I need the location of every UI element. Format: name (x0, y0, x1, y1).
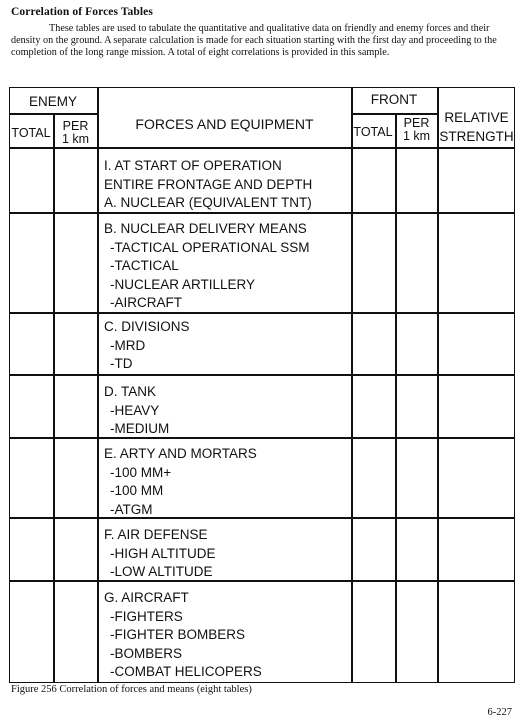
page-number: 6-227 (487, 707, 512, 718)
row-start-of-operation (104, 157, 351, 213)
row-item: -TACTICAL (110, 258, 179, 273)
row-line: I. AT START OF OPERATION (104, 158, 282, 173)
row-item: -HIGH ALTITUDE (110, 545, 216, 561)
relative-label: RELATIVE (444, 110, 509, 125)
front-total-header: TOTAL (353, 125, 393, 139)
rule-front-relative (437, 87, 439, 683)
row-line: ENTIRE FRONTAGE AND DEPTH (104, 176, 313, 192)
rule-enemy-forces (97, 87, 99, 683)
row-divisions (104, 318, 351, 374)
rule-forces-front (351, 87, 353, 683)
relative-strength-header (438, 108, 515, 146)
rule-header-bottom (9, 147, 515, 149)
row-air-defense (104, 526, 351, 582)
enemy-per-km-header (54, 120, 97, 146)
rule-enemy-subheader (9, 113, 98, 115)
row-title: E. ARTY AND MORTARS (104, 446, 257, 461)
strength-label: STRENGTH (439, 129, 514, 144)
row-item: -MEDIUM (110, 421, 170, 436)
enemy-total-header: TOTAL (11, 126, 51, 140)
km-label: 1 km (61, 132, 90, 146)
row-tank (104, 383, 351, 439)
row-item: -FIGHTERS (110, 608, 183, 624)
figure-caption: Figure 256 Correlation of forces and means (eight tables) (11, 684, 252, 695)
row-title: F. AIR DEFENSE (104, 527, 208, 542)
row-divider (9, 374, 515, 376)
row-item: -AIRCRAFT (110, 295, 182, 310)
row-title: C. DIVISIONS (104, 319, 190, 334)
row-item: -NUCLEAR ARTILLERY (110, 276, 256, 292)
intro-paragraph: These tables are used to tabulate the quantitative and qualitative data on friendly and enemy forces and their density on the ground. A separate calculation is made for each situation starting with the first day and proceeding to the completion of the long range mission. A total of eight correlations is provided in this sample. (11, 23, 497, 58)
row-aircraft (104, 589, 351, 682)
enemy-header: ENEMY (28, 94, 77, 109)
row-arty-mortars (104, 445, 351, 519)
row-item: -BOMBERS (110, 645, 183, 661)
row-item: -TACTICAL OPERATIONAL SSM (110, 239, 310, 255)
document-heading: Correlation of Forces Tables (11, 6, 153, 18)
row-title: B. NUCLEAR DELIVERY MEANS (104, 221, 307, 236)
row-item: -TD (110, 356, 133, 371)
km-label: 1 km (402, 129, 431, 143)
row-title: G. AIRCRAFT (104, 590, 189, 605)
rule-front-subheader (351, 113, 438, 115)
row-title: D. TANK (104, 384, 157, 399)
rule-enemy-split (53, 113, 55, 683)
forces-header: FORCES AND EQUIPMENT (135, 116, 314, 132)
front-per-km-header (396, 117, 437, 143)
per-label: PER (403, 116, 430, 130)
per-label: PER (62, 119, 89, 133)
rule-front-split (395, 113, 397, 683)
front-header: FRONT (370, 92, 418, 107)
row-item: -HEAVY (110, 402, 160, 418)
row-item: -100 MM (110, 483, 164, 498)
correlation-table (9, 87, 515, 683)
row-item: -COMBAT HELICOPERS (110, 664, 262, 679)
row-item: -FIGHTER BOMBERS (110, 627, 246, 642)
row-item: -100 MM+ (110, 464, 172, 480)
row-item: -LOW ALTITUDE (110, 564, 213, 579)
row-item: -MRD (110, 337, 146, 353)
row-item: -ATGM (110, 501, 153, 517)
row-nuclear-delivery (104, 220, 351, 313)
row-line: A. NUCLEAR (EQUIVALENT TNT) (104, 195, 312, 210)
